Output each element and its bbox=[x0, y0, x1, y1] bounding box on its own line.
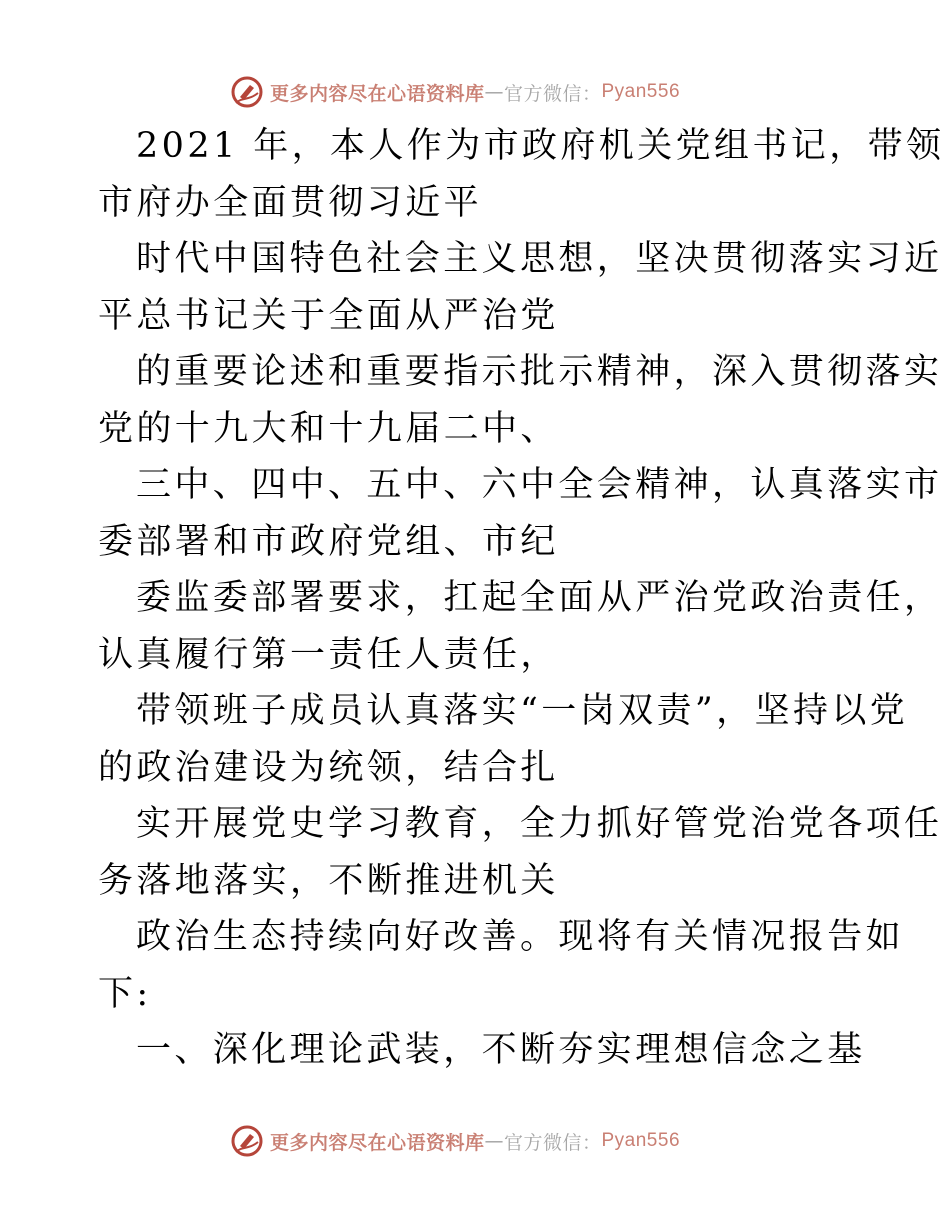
watermark-separator: — bbox=[484, 81, 504, 103]
body-line: 政治生态持续向好改善。现将有关情况报告如 bbox=[136, 917, 905, 957]
watermark-separator: — bbox=[484, 1130, 504, 1152]
watermark-wechat-id: Pyan556 bbox=[601, 1130, 681, 1151]
body-line: 下: bbox=[98, 973, 152, 1014]
header-watermark bbox=[0, 72, 950, 112]
body-line: 三中、四中、五中、六中全会精神，认真落实市 bbox=[136, 465, 943, 505]
brand-logo-icon bbox=[230, 1124, 264, 1158]
body-line: 平总书记关于全面从严治党 bbox=[98, 295, 559, 336]
watermark-label: 官方微信： bbox=[503, 82, 602, 105]
body-line: 时代中国特色社会主义思想，坚决贯彻落实习近 bbox=[136, 239, 943, 279]
body-line: 的政治建设为统领，结合扎 bbox=[98, 747, 559, 788]
brand-logo-icon bbox=[230, 75, 264, 109]
body-line: 市府办全面贯彻习近平 bbox=[98, 182, 483, 223]
section-heading: 一、深化理论武装，不断夯实理想信念之基 bbox=[136, 1030, 866, 1070]
body-line: 委监委部署要求，扛起全面从严治党政治责任， bbox=[136, 578, 943, 618]
body-line: 带领班子成员认真落实“一岗双责”，坚持以党 bbox=[136, 691, 909, 731]
document-body bbox=[98, 118, 945, 1079]
body-line: 务落地落实，不断推进机关 bbox=[98, 860, 559, 901]
body-line: 党的十九大和十九届二中、 bbox=[98, 408, 559, 449]
footer-watermark bbox=[0, 1121, 950, 1161]
body-line: 委部署和市政府党组、市纪 bbox=[98, 521, 559, 562]
body-line: 2021 年，本人作为市政府机关党组书记，带领 bbox=[136, 126, 945, 166]
watermark-wechat-id: Pyan556 bbox=[601, 81, 681, 102]
watermark-main-text: 更多内容尽在心语资料库 bbox=[269, 82, 485, 105]
body-line: 的重要论述和重要指示批示精神，深入贯彻落实 bbox=[136, 352, 943, 392]
watermark-main-text: 更多内容尽在心语资料库 bbox=[269, 1131, 485, 1154]
body-line: 认真履行第一责任人责任， bbox=[98, 634, 559, 675]
body-line: 实开展党史学习教育，全力抓好管党治党各项任 bbox=[136, 804, 943, 844]
watermark-label: 官方微信： bbox=[503, 1131, 602, 1154]
